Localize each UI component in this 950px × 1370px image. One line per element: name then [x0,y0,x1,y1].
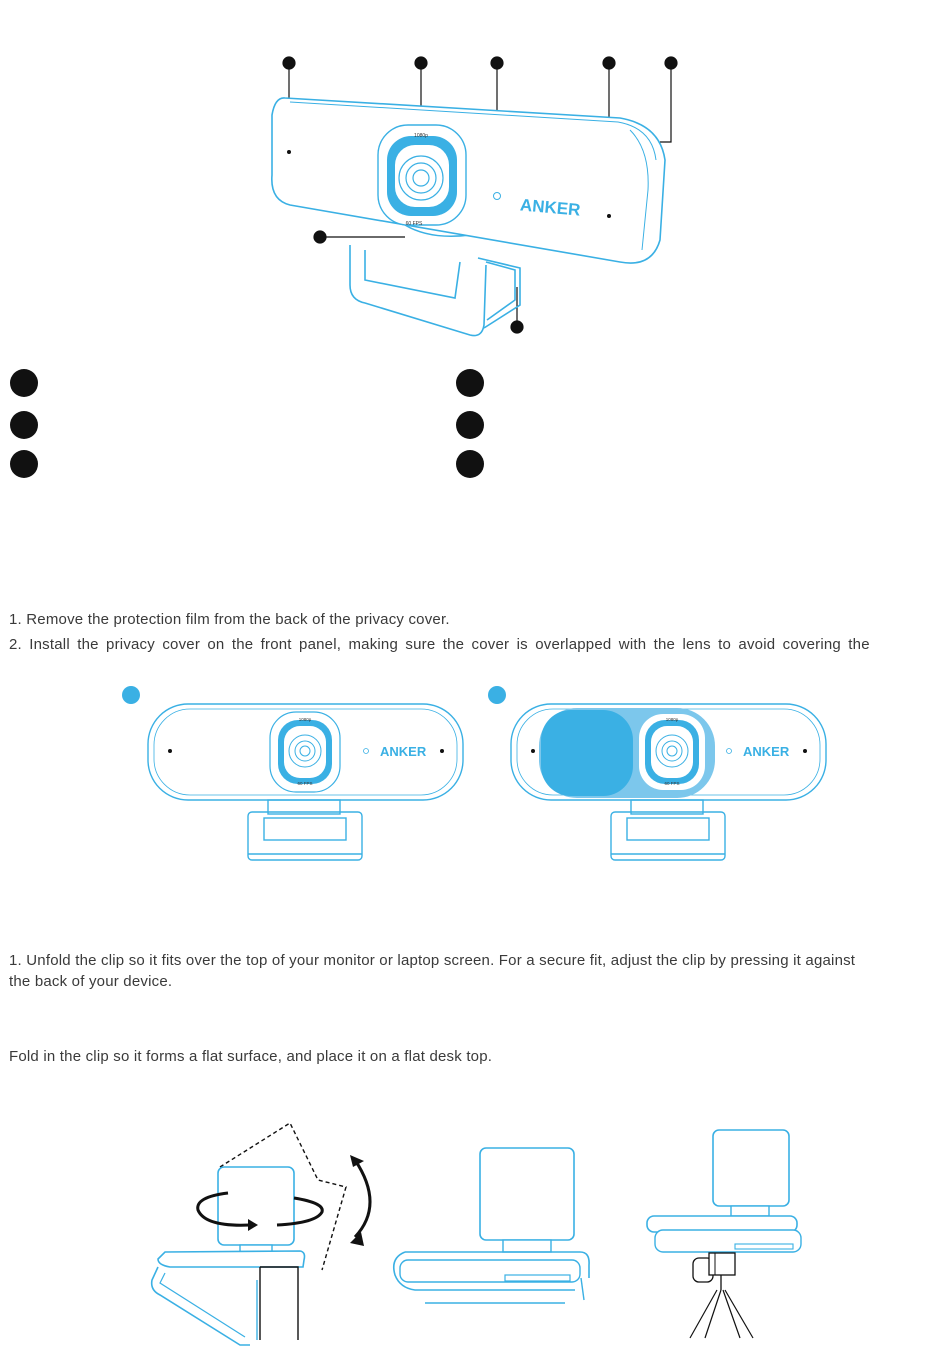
monitor-mount-illustration [140,1115,400,1355]
legend-marker-6 [456,450,484,478]
tripod-mount-illustration [635,1120,815,1350]
brand-logo-a: ANKER [380,744,427,759]
webcam-front-with-cover [503,700,833,880]
legend-marker-3 [10,450,38,478]
lens-top-label-a: 1080p [298,717,312,722]
brand-logo-b: ANKER [743,744,790,759]
legend-marker-5 [456,411,484,439]
mount-step-1-line-2: the back of your device. [9,973,173,990]
webcam-main-illustration [0,0,950,360]
brand-logo-main: ANKER [519,195,582,220]
lens-top-label-b: 1080p [665,717,679,722]
lens-bottom-label-a: 60 FPS [297,781,313,786]
legend-marker-4 [456,369,484,397]
privacy-step-2: 2. Install the privacy cover on the front panel, making sure the cover is overlapped with the lens to avoid covering the [9,636,870,653]
desk-instruction: Fold in the clip so it forms a flat surface, and place it on a flat desk top. [9,1048,493,1065]
lens-top-label: 1080p [414,133,428,139]
mount-step-1-line-1: 1. Unfold the clip so it fits over the top of your monitor or laptop screen. For a secure fit, adjust the clip by pressing it against [9,952,856,969]
privacy-step-1: 1. Remove the protection film from the back of the privacy cover. [9,611,450,628]
webcam-front-without-cover [140,700,470,880]
lens-bottom-label-b: 60 FPS [664,781,680,786]
desk-mount-illustration [385,1140,605,1340]
legend-marker-1 [10,369,38,397]
legend-marker-2 [10,411,38,439]
step-marker-a [122,686,140,704]
lens-bottom-label: 60 FPS [405,221,423,227]
